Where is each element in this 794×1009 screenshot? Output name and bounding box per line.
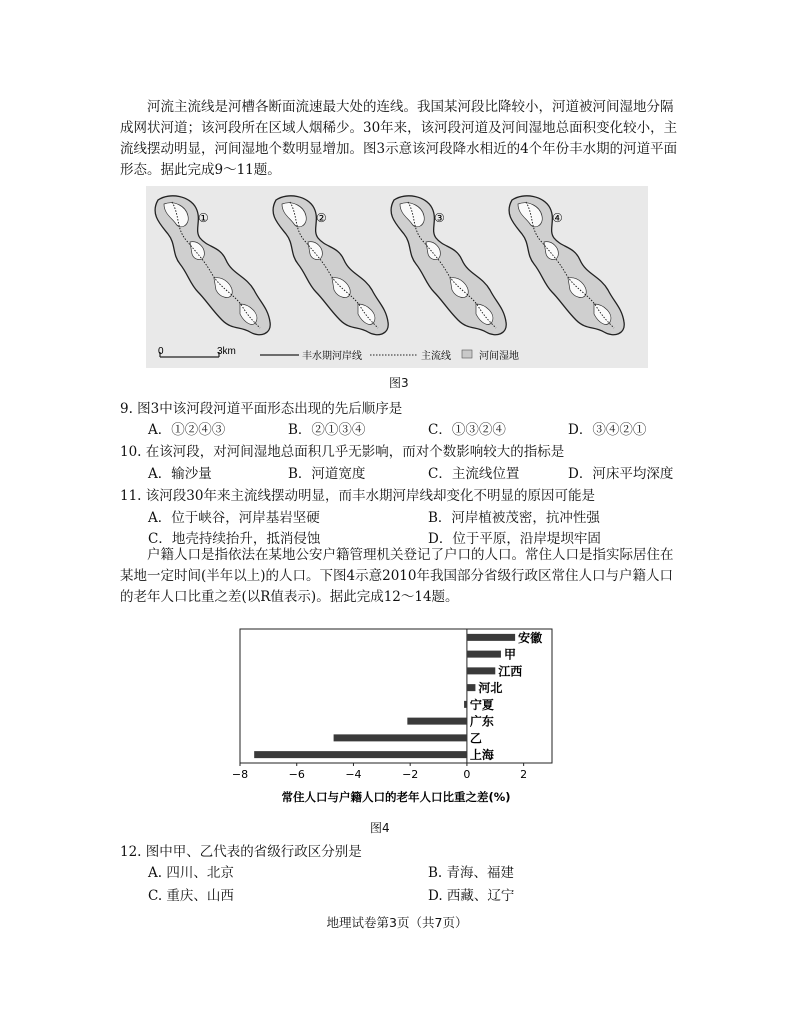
figure-4-bar-chart	[232, 625, 562, 815]
x-tick-label: 2	[520, 768, 528, 781]
page-footer: 地理试卷第3页（共7页）	[326, 915, 468, 930]
q10-option-b: B．河道宽度	[288, 466, 366, 482]
q11-option-b: B．河岸植被茂密，抗冲性强	[428, 510, 600, 526]
question-9-stem: 9. 图3中该河段河道平面形态出现的先后顺序是	[120, 401, 403, 417]
map-label-2: ②	[316, 211, 327, 225]
bar-label-甲: 甲	[503, 647, 516, 662]
q12-option-b: B. 青海、福建	[428, 865, 515, 881]
scale-zero: 0	[158, 346, 164, 357]
map-label-1: ①	[198, 211, 209, 225]
x-tick-label: −6	[288, 768, 305, 781]
bar-上海	[254, 751, 467, 758]
bar-江西	[467, 667, 495, 674]
bar-label-上海: 上海	[469, 748, 494, 763]
river-map-1	[155, 196, 270, 335]
figure-4-caption: 图4	[370, 821, 390, 835]
bar-广东	[407, 718, 467, 725]
q9-option-b: B．②①③④	[288, 422, 366, 438]
fig3-legend	[260, 349, 519, 362]
bar-label-乙: 乙	[469, 731, 482, 746]
q12-option-a: A. 四川、北京	[148, 865, 234, 881]
q9-option-d: D．③④②①	[568, 422, 647, 438]
bar-安徽	[467, 634, 515, 641]
legend-bank-line: 丰水期河岸线	[302, 351, 362, 362]
x-tick-label: −4	[345, 768, 362, 781]
x-tick-label: −2	[402, 768, 419, 781]
question-10-stem: 10. 在该河段，对河间湿地总面积几乎无影响，而对个数影响较大的指标是	[120, 444, 565, 460]
question-12-stem: 12. 图中甲、乙代表的省级行政区分别是	[120, 844, 362, 860]
fig3-scalebar	[158, 346, 236, 357]
x-tick-label: 0	[463, 768, 471, 781]
q9-option-c: C．①③②④	[428, 422, 506, 438]
q10-option-c: C．主流线位置	[428, 466, 520, 482]
q11-option-d: D．位于平原，沿岸堤坝牢固	[428, 531, 601, 547]
map-label-4: ④	[552, 211, 563, 225]
river-map-2	[273, 196, 388, 335]
x-tick-label: −8	[232, 768, 249, 781]
q11-option-a: A．位于峡谷，河岸基岩坚硬	[148, 510, 320, 526]
q12-option-d: D. 西藏、辽宁	[428, 888, 515, 904]
bar-label-河北: 河北	[478, 681, 503, 696]
intro-paragraph-1: 河流主流线是河槽各断面流速最大处的连线。我国某河段比降较小，河道被河间湿地分隔成网状河道；该河段所在区域人烟稀少。30年来，该河段河道及河间湿地总面积变化较小，主流线摆动明显，河间湿地个数明显增加。图3示意该河段降水相近的4个年份丰水期的河道平面形态。据此完成9～11题。	[120, 99, 678, 178]
river-map-3	[391, 196, 506, 335]
figure-3-river-maps	[146, 186, 648, 368]
q9-option-a: A．①②④③	[148, 422, 226, 438]
figure-3-caption: 图3	[389, 376, 409, 390]
bar-label-广东: 广东	[469, 714, 494, 729]
bar-宁夏	[464, 701, 467, 708]
x-axis-label: 常住人口与户籍人口的老年人口比重之差(%)	[281, 790, 511, 804]
river-map-4	[509, 196, 624, 335]
legend-wetland: 河间湿地	[479, 351, 519, 362]
bar-label-江西: 江西	[498, 664, 523, 679]
q12-option-c: C. 重庆、山西	[148, 888, 234, 904]
map-label-3: ③	[434, 211, 445, 225]
scale-label: 3km	[217, 346, 236, 357]
bar-label-安徽: 安徽	[518, 630, 543, 645]
bar-河北	[467, 684, 476, 691]
bar-label-宁夏: 宁夏	[469, 697, 494, 712]
q10-option-a: A．输沙量	[148, 466, 212, 482]
intro-paragraph-2: 户籍人口是指依法在某地公安户籍管理机关登记了户口的人口。常住人口是指实际居住在某地一定时间(半年以上)的人口。下图4示意2010年我国部分省级行政区常住人口与户籍人口的老年人口比重之差(以R值表示)。据此完成12～14题。	[120, 547, 674, 605]
bar-甲	[467, 651, 501, 658]
q10-option-d: D．河床平均深度	[568, 466, 674, 482]
legend-main-flow: 主流线	[421, 351, 451, 362]
q11-option-c: C．地壳持续抬升，抵消侵蚀	[148, 531, 321, 547]
bar-乙	[334, 734, 467, 741]
question-11-stem: 11. 该河段30年来主流线摆动明显，而丰水期河岸线却变化不明显的原因可能是	[120, 488, 595, 504]
